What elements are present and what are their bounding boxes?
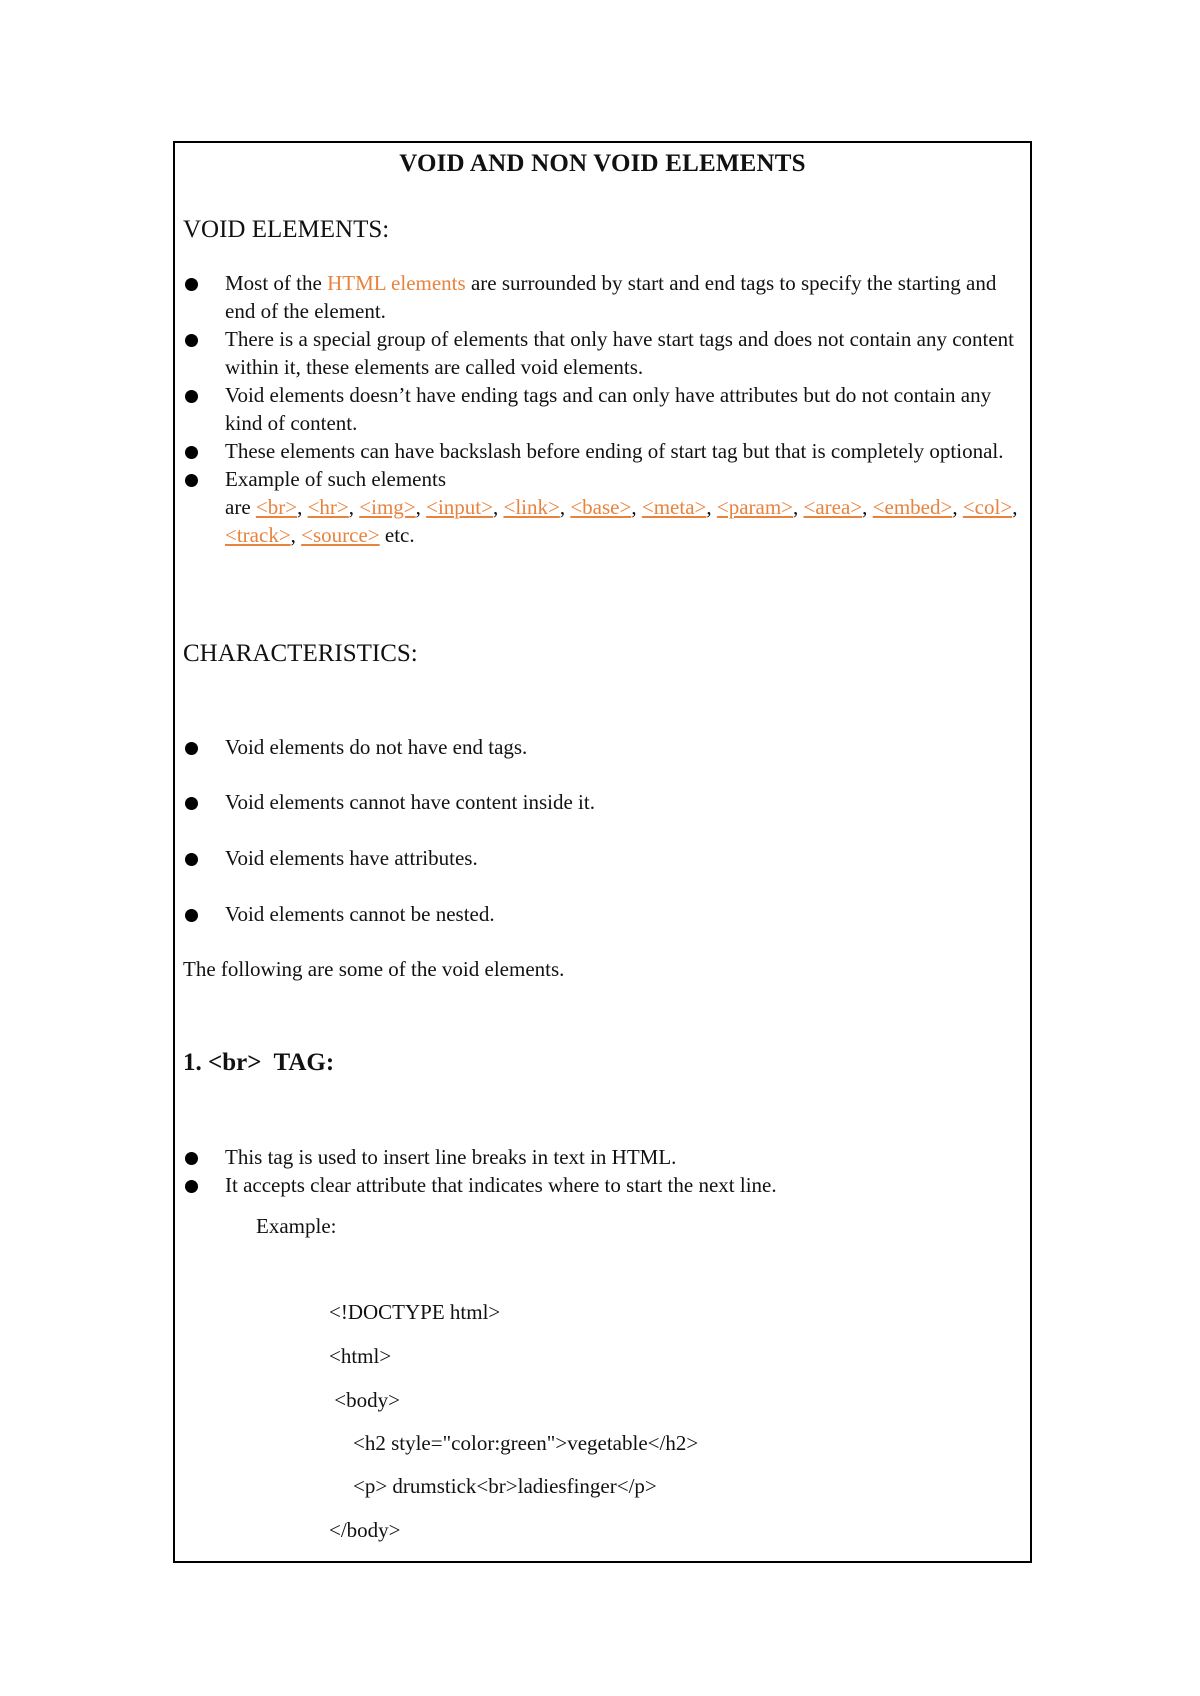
tag-link-meta[interactable]: <meta> [641, 495, 707, 519]
tag-link-hr[interactable]: <hr> [307, 495, 349, 519]
example-label: Example: [256, 1214, 337, 1238]
code-line: </body> [329, 1518, 401, 1542]
tag-link-area[interactable]: <area> [803, 495, 863, 519]
list-item: Void elements doesn’t have ending tags and can only have attributes but do not contain any kind of content. [183, 381, 1023, 437]
code-line: <html> [329, 1344, 392, 1368]
characteristics-list [183, 733, 1023, 928]
list-item: These elements can have backslash before ending of start tag but that is completely optional. [183, 437, 1023, 465]
list-item: Void elements do not have end tags. [183, 733, 1023, 761]
characteristics-heading: CHARACTERISTICS: [183, 640, 418, 667]
bullet-icon [185, 909, 198, 922]
tag-link-link[interactable]: <link> [503, 495, 560, 519]
bullet-icon [185, 797, 198, 810]
list-item: It accepts clear attribute that indicates where to start the next line. [183, 1171, 1023, 1199]
tag-link-base[interactable]: <base> [570, 495, 632, 519]
tag-link-embed[interactable]: <embed> [872, 495, 953, 519]
code-line: <body> [329, 1388, 400, 1412]
list-item: Void elements have attributes. [183, 844, 1023, 872]
code-line: <!DOCTYPE html> [329, 1300, 501, 1324]
void-elements-list [183, 269, 1023, 549]
html-elements-link[interactable]: HTML elements [327, 271, 466, 295]
document-frame [173, 141, 1032, 1563]
following-text: The following are some of the void elements. [183, 957, 565, 981]
document-title: VOID AND NON VOID ELEMENTS [399, 150, 806, 177]
tag-link-param[interactable]: <param> [716, 495, 794, 519]
list-item: Void elements cannot be nested. [183, 900, 1023, 928]
list-item: Void elements cannot have content inside it. [183, 788, 1023, 816]
bullet-icon [185, 446, 198, 459]
code-line: <h2 style="color:green">vegetable</h2> [353, 1431, 699, 1455]
bullet-icon [185, 853, 198, 866]
tag-link-source[interactable]: <source> [301, 523, 380, 547]
bullet-icon [185, 390, 198, 403]
tag-link-br[interactable]: <br> [255, 495, 298, 519]
list-item: Most of the HTML elements are surrounded by start and end tags to specify the starting and end of the element. [183, 269, 1023, 325]
bullet-icon [185, 742, 198, 755]
bullet-icon [185, 1152, 198, 1165]
list-item: There is a special group of elements that only have start tags and does not contain any content within it, these elements are called void elements. [183, 325, 1023, 381]
bullet-icon [185, 334, 198, 347]
bullet-icon [185, 278, 198, 291]
bullet-icon [185, 1180, 198, 1193]
bullet-icon [185, 474, 198, 487]
list-item: Example of such elements are <br>, <hr>, <img>, <input>, <link>, <base>, <meta>, <param>, <area>, <embed>, <col>, <track>, <source> etc. [183, 465, 1023, 549]
tag-link-col[interactable]: <col> [962, 495, 1013, 519]
br-tag-list [183, 1143, 1023, 1199]
void-elements-heading: VOID ELEMENTS: [183, 216, 390, 243]
tag-link-img[interactable]: <img> [359, 495, 416, 519]
tag-link-input[interactable]: <input> [426, 495, 493, 519]
br-tag-heading: 1. <br> TAG: [183, 1049, 335, 1076]
tag-link-track[interactable]: <track> [225, 523, 291, 547]
list-item: This tag is used to insert line breaks in text in HTML. [183, 1143, 1023, 1171]
code-line: <p> drumstick<br>ladiesfinger</p> [353, 1474, 657, 1498]
